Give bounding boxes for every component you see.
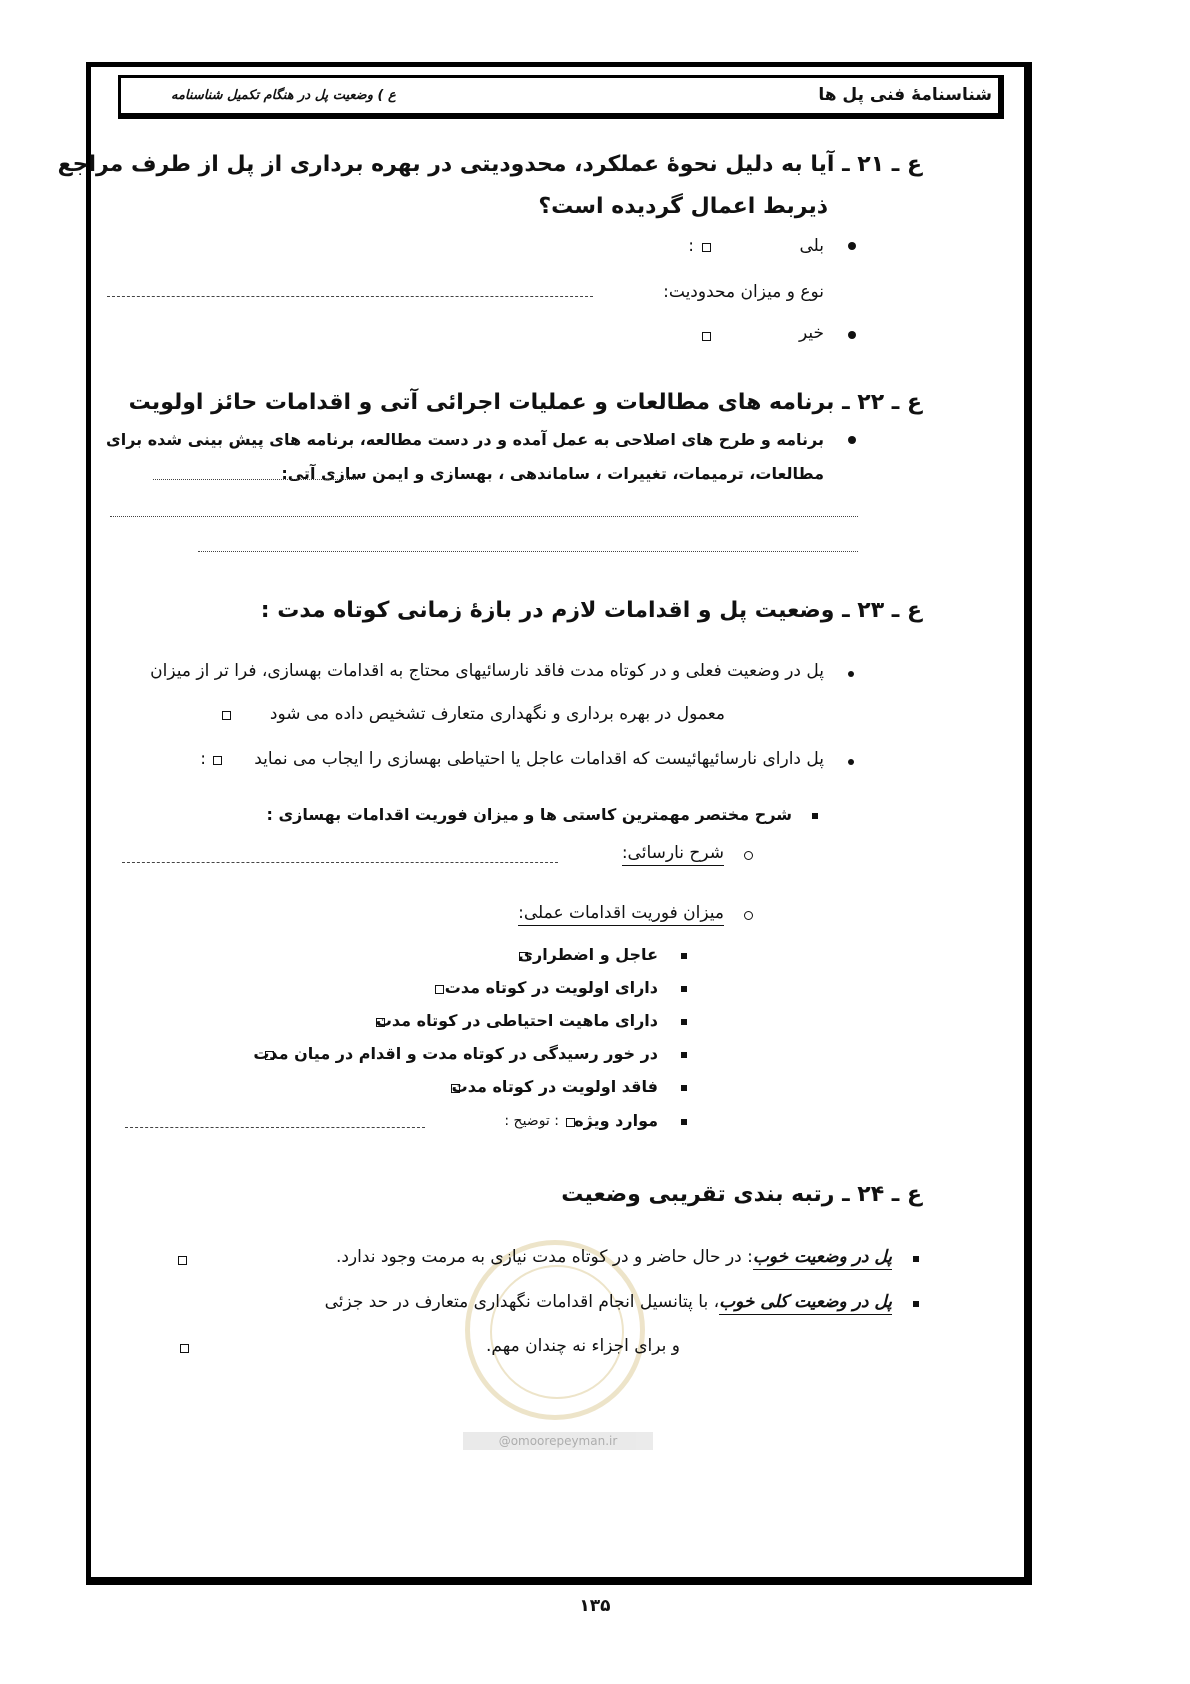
urgency-checkbox[interactable] <box>519 952 528 961</box>
special-desc: : توضیح : <box>504 1113 559 1129</box>
deficiency-checkbox[interactable] <box>213 756 222 765</box>
summary-title: شرح مختصر مهمترین کاستی ها و میزان فوریت اقدامات بهسازی : <box>266 805 792 824</box>
bullet-icon <box>848 759 854 765</box>
deficiency-label: شرح نارسائی: <box>622 843 724 863</box>
document-title: شناسنامۀ فنی پل ها <box>818 85 992 105</box>
watermark: @omoorepeyman.ir <box>463 1432 653 1450</box>
square-bullet-icon <box>913 1256 919 1262</box>
bullet-icon <box>848 331 856 339</box>
plans-blank[interactable] <box>153 479 358 480</box>
urgency-checkbox[interactable] <box>451 1084 460 1093</box>
plans-blank-line2[interactable] <box>110 516 858 517</box>
special-checkbox[interactable] <box>566 1118 575 1127</box>
urgency-checkbox[interactable] <box>376 1018 385 1027</box>
yes-label: بلی <box>799 236 824 256</box>
q24-title: ع ـ ۲۴ ـ رتبه بندی تقریبی وضعیت <box>561 1182 922 1207</box>
circle-bullet-icon <box>744 851 753 860</box>
square-bullet-icon <box>812 813 818 819</box>
q22-bullet-line1: برنامه و طرح های اصلاحی به عمل آمده و در دست مطالعه، برنامه های پیش بینی شده برای <box>106 430 824 449</box>
urgency-label: میزان فوریت اقدامات عملی: <box>518 903 724 923</box>
urgency-option: فاقد اولویت در کوتاه مدت <box>451 1077 658 1096</box>
square-bullet-icon <box>913 1301 919 1307</box>
urgency-option: دارای ماهیت احتیاطی در کوتاه مدت <box>375 1011 658 1030</box>
bullet-icon <box>848 242 856 250</box>
good-row: پل در وضعیت خوب: در حال حاضر و در کوتاه مدت نیازی به مرمت وجود ندارد. <box>336 1247 892 1267</box>
urgency-option: عاجل و اضطراری <box>518 945 658 964</box>
yes-colon: : <box>688 236 694 256</box>
square-bullet-icon <box>681 986 687 992</box>
q21-line1: ع ـ ۲۱ ـ آیا به دلیل نحوۀ عملکرد، محدودیتی در بهره برداری از پل از طرف مراجع <box>57 152 922 177</box>
page-number: ۱۳۵ <box>579 1596 611 1616</box>
section-title: ع ) وضعیت پل در هنگام تکمیل شناسنامه <box>171 88 396 103</box>
q23-item2: پل دارای نارسائیهائیست که اقدامات عاجل یا احتیاطی بهسازی را ایجاب می نماید <box>254 749 824 769</box>
q23-item1-line2: معمول در بهره برداری و نگهداری متعارف تشخیص داده می شود <box>269 704 725 724</box>
good-checkbox[interactable] <box>178 1256 187 1265</box>
special-blank[interactable] <box>125 1127 425 1128</box>
circle-bullet-icon <box>744 911 753 920</box>
square-bullet-icon <box>681 1019 687 1025</box>
bullet-icon <box>848 436 856 444</box>
square-bullet-icon <box>681 1085 687 1091</box>
square-bullet-icon <box>681 1052 687 1058</box>
deficiency-blank[interactable] <box>122 862 558 863</box>
q23-item2-colon: : <box>200 749 206 769</box>
urgency-checkbox[interactable] <box>265 1051 274 1060</box>
q22-bullet-line2: مطالعات، ترمیمات، تغییرات ، ساماندهی ، بهسازی و ایمن سازی آتی: <box>281 464 824 483</box>
plans-blank-line3[interactable] <box>198 551 858 552</box>
square-bullet-icon <box>681 953 687 959</box>
q22-title: ع ـ ۲۲ ـ برنامه های مطالعات و عملیات اجرائی آتی و اقدامات حائز اولویت <box>128 390 922 415</box>
no-checkbox[interactable] <box>702 332 711 341</box>
limit-blank[interactable] <box>107 296 593 297</box>
urgency-option: در خور رسیدگی در کوتاه مدت و اقدام در میان مدت <box>253 1044 658 1063</box>
bullet-icon <box>848 671 854 677</box>
square-bullet-icon <box>681 1119 687 1125</box>
special-label: موارد ویژه <box>574 1111 658 1130</box>
urgency-option: دارای اولویت در کوتاه مدت <box>444 978 658 997</box>
generally-good-line2: و برای اجزاء نه چندان مهم. <box>486 1336 680 1356</box>
no-deficiency-checkbox[interactable] <box>222 711 231 720</box>
q21-line2: ذیربط اعمال گردیده است؟ <box>538 194 828 219</box>
no-label: خیر <box>798 323 824 343</box>
yes-checkbox[interactable] <box>702 243 711 252</box>
q23-item1-line1: پل در وضعیت فعلی و در کوتاه مدت فاقد نارسائیهای محتاج به اقدامات بهسازی، فرا تر از میزان <box>150 661 824 681</box>
q23-title: ع ـ ۲۳ ـ وضعیت پل و اقدامات لازم در بازۀ زمانی کوتاه مدت : <box>260 598 922 623</box>
stamp-seal-icon <box>465 1240 645 1420</box>
urgency-checkbox[interactable] <box>435 985 444 994</box>
limit-label: نوع و میزان محدودیت: <box>663 282 824 302</box>
generally-good-checkbox[interactable] <box>180 1344 189 1353</box>
page-header <box>118 75 1004 119</box>
generally-good-row: پل در وضعیت کلی خوب، با پتانسیل انجام اقدامات نگهداری متعارف در حد جزئی <box>325 1292 892 1312</box>
